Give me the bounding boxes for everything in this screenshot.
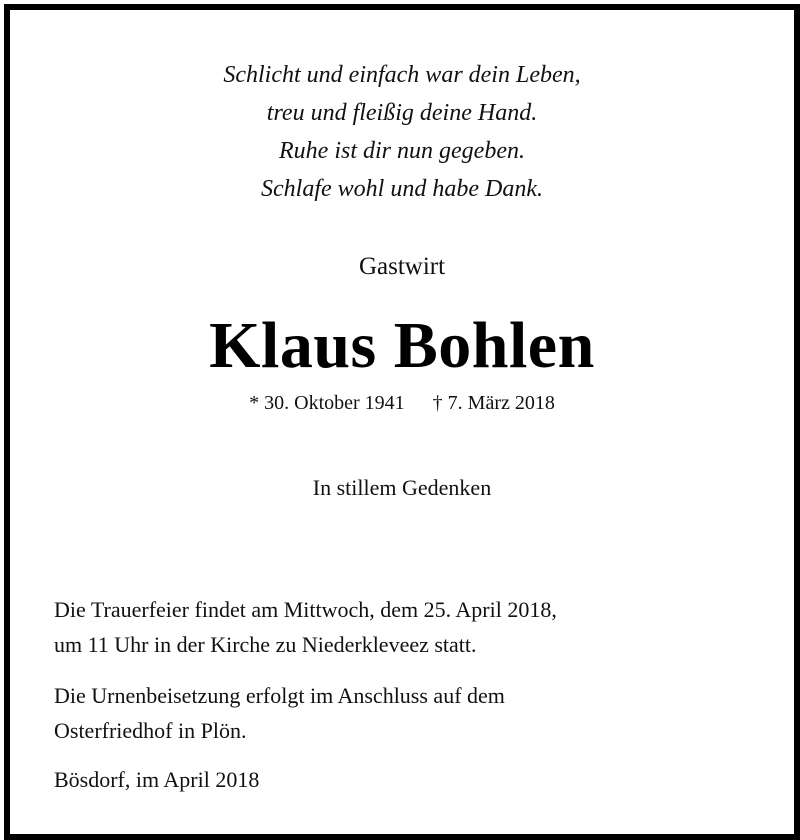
poem-line: treu und fleißig deine Hand.	[266, 100, 538, 126]
obituary-notice	[4, 4, 800, 840]
poem-line: Ruhe ist dir nun gegeben.	[279, 138, 525, 164]
burial-paragraph	[54, 678, 754, 748]
birth-date: * 30. Oktober 1941	[249, 392, 405, 414]
life-dates	[10, 390, 794, 416]
poem-line: Schlicht und einfach war dein Leben,	[223, 62, 581, 88]
service-paragraph	[54, 592, 754, 662]
occupation: Gastwirt	[358, 253, 446, 280]
poem-line: Schlafe wohl und habe Dank.	[261, 176, 543, 202]
death-date: † 7. März 2018	[432, 392, 555, 414]
service-line: Die Trauerfeier findet am Mittwoch, dem 25. April 2018,	[54, 597, 557, 622]
deceased-name: Klaus Bohlen	[209, 309, 595, 382]
service-line: um 11 Uhr in der Kirche zu Niederkleveez statt.	[54, 632, 477, 657]
memorial-poem	[10, 56, 794, 208]
remembrance-line: In stillem Gedenken	[312, 475, 492, 500]
burial-line: Osterfriedhof in Plön.	[54, 718, 247, 743]
burial-line: Die Urnenbeisetzung erfolgt im Anschluss auf dem	[54, 683, 505, 708]
place-and-date: Bösdorf, im April 2018	[54, 767, 260, 792]
